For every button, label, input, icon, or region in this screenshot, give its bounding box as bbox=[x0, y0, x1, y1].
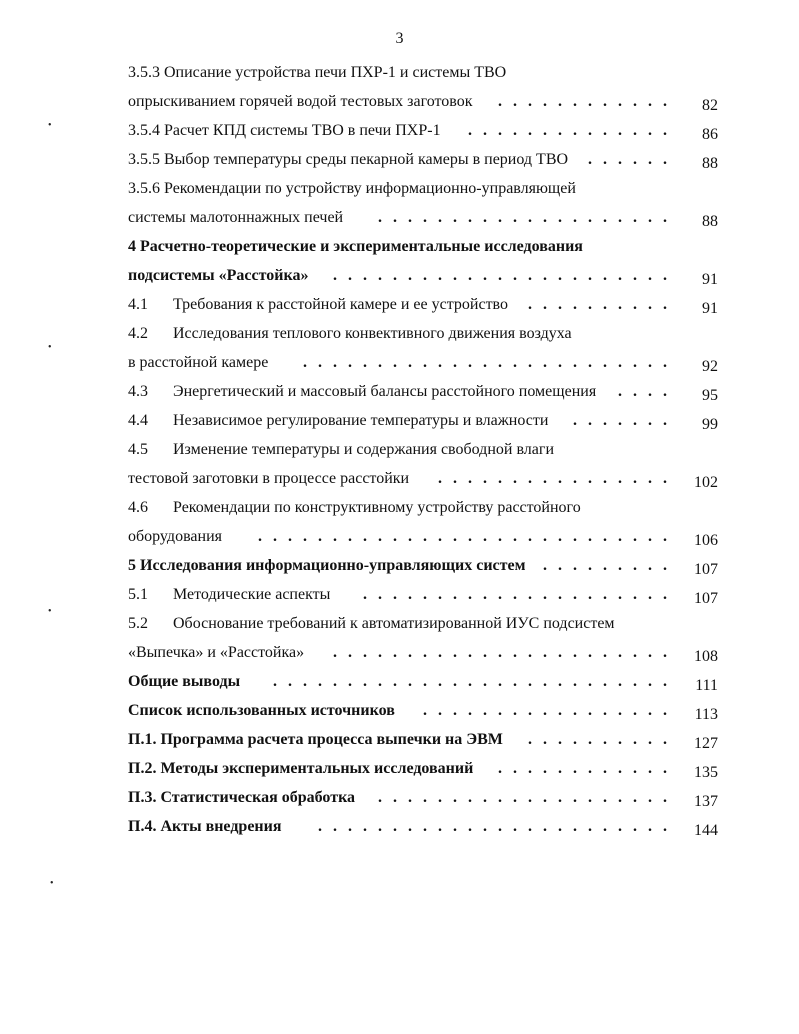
toc-entry-page: 88 bbox=[702, 155, 718, 172]
toc-entry-page: 144 bbox=[694, 822, 718, 839]
toc-entry-number: 5.2 bbox=[128, 615, 148, 632]
toc-entry-title: Изменение температуры и содержания свободной влаги bbox=[173, 441, 554, 458]
toc-entry bbox=[128, 667, 718, 696]
toc-entry-page: 88 bbox=[702, 213, 718, 230]
toc-entry-number: 4.5 bbox=[128, 441, 148, 458]
toc-entry bbox=[128, 435, 718, 464]
toc-entry-number: 4.4 bbox=[128, 412, 148, 429]
toc-entry-title: П.3. Статистическая обработка bbox=[128, 789, 356, 806]
toc-entry-page: 107 bbox=[694, 561, 718, 578]
toc-entry-page: 86 bbox=[702, 126, 718, 143]
toc-entry bbox=[128, 522, 718, 551]
toc-entry bbox=[128, 290, 718, 319]
toc-entry-page: 95 bbox=[702, 387, 718, 404]
dot-leader: ....... bbox=[573, 412, 678, 429]
toc-entry-title: П.1. Программа расчета процесса выпечки на ЭВМ bbox=[128, 731, 503, 748]
dot-leader: ............ bbox=[498, 760, 678, 777]
toc-entry-title: 4 Расчетно-теоретические и экспериментальные исследования bbox=[128, 238, 583, 255]
dot-leader: ......... bbox=[543, 557, 678, 574]
dot-leader: ................. bbox=[423, 702, 678, 719]
toc-entry-title: 5 Исследования информационно-управляющих систем bbox=[128, 557, 526, 574]
toc-entry-page: 91 bbox=[702, 271, 718, 288]
toc-entry-number: 4.1 bbox=[128, 296, 148, 313]
toc-entry-title: 3.5.6 Рекомендации по устройству информационно-управляющей bbox=[128, 180, 576, 197]
dot-leader: .................... bbox=[378, 789, 678, 806]
toc-entry-title: 3.5.4 Расчет КПД системы ТВО в печи ПХР-1 bbox=[128, 122, 441, 139]
toc-entry-title: Независимое регулирование температуры и влажности bbox=[173, 412, 549, 429]
toc-entry bbox=[128, 203, 718, 232]
toc-entry-page: 137 bbox=[694, 793, 718, 810]
dot-leader: ....................... bbox=[333, 267, 678, 284]
toc-entry bbox=[128, 58, 718, 87]
toc-entry-page: 106 bbox=[694, 532, 718, 549]
dot-leader: .......... bbox=[528, 296, 678, 313]
toc-entry bbox=[128, 377, 718, 406]
dot-leader: .............. bbox=[468, 122, 678, 139]
toc-entry-number: 4.2 bbox=[128, 325, 148, 342]
table-of-contents bbox=[128, 58, 718, 841]
dot-leader: ......................... bbox=[303, 354, 678, 371]
toc-entry-page: 127 bbox=[694, 735, 718, 752]
toc-entry-title: Методические аспекты bbox=[173, 586, 331, 603]
dot-leader: ........................... bbox=[273, 673, 678, 690]
margin-mark: • bbox=[50, 878, 54, 889]
toc-entry-title: 3.5.3 Описание устройства печи ПХР-1 и системы ТВО bbox=[128, 64, 507, 81]
toc-entry bbox=[128, 232, 718, 261]
toc-entry bbox=[128, 145, 718, 174]
toc-entry-title: Энергетический и массовый балансы расстойного помещения bbox=[173, 383, 597, 400]
toc-entry-title: оборудования bbox=[128, 528, 222, 545]
dot-leader: ................ bbox=[438, 470, 678, 487]
dot-leader: .......... bbox=[528, 731, 678, 748]
margin-mark: • bbox=[48, 342, 52, 353]
toc-entry-page: 91 bbox=[702, 300, 718, 317]
toc-entry-page: 92 bbox=[702, 358, 718, 375]
toc-entry-title: системы малотоннажных печей bbox=[128, 209, 344, 226]
toc-entry bbox=[128, 174, 718, 203]
toc-entry-title: «Выпечка» и «Расстойка» bbox=[128, 644, 305, 661]
toc-entry bbox=[128, 551, 718, 580]
toc-entry-title: Список использованных источников bbox=[128, 702, 395, 719]
toc-entry bbox=[128, 638, 718, 667]
toc-entry-title: Исследования теплового конвективного движения воздуха bbox=[173, 325, 572, 342]
dot-leader: ............ bbox=[498, 93, 678, 110]
dot-leader: ...... bbox=[588, 151, 678, 168]
toc-entry bbox=[128, 406, 718, 435]
toc-entry bbox=[128, 493, 718, 522]
toc-entry-page: 135 bbox=[694, 764, 718, 781]
toc-entry-title: П.2. Методы экспериментальных исследований bbox=[128, 760, 474, 777]
margin-mark: • bbox=[48, 606, 52, 617]
toc-entry-number: 5.1 bbox=[128, 586, 148, 603]
toc-entry-page: 102 bbox=[694, 474, 718, 491]
toc-entry bbox=[128, 725, 718, 754]
toc-entry-title: подсистемы «Расстойка» bbox=[128, 267, 309, 284]
toc-entry-page: 113 bbox=[694, 706, 718, 723]
dot-leader: ............................ bbox=[258, 528, 678, 545]
toc-entry bbox=[128, 754, 718, 783]
dot-leader: ........................ bbox=[318, 818, 678, 835]
toc-entry bbox=[128, 609, 718, 638]
dot-leader: .... bbox=[618, 383, 678, 400]
toc-entry-page: 108 bbox=[694, 648, 718, 665]
toc-entry bbox=[128, 464, 718, 493]
toc-entry bbox=[128, 580, 718, 609]
toc-entry-title: Общие выводы bbox=[128, 673, 241, 690]
toc-entry-title: Обоснование требований к автоматизированной ИУС подсистем bbox=[173, 615, 615, 632]
toc-entry-page: 107 bbox=[694, 590, 718, 607]
toc-entry-title: П.4. Акты внедрения bbox=[128, 818, 282, 835]
toc-entry-page: 82 bbox=[702, 97, 718, 114]
toc-entry-number: 4.3 bbox=[128, 383, 148, 400]
margin-mark: • bbox=[48, 120, 52, 131]
dot-leader: ..................... bbox=[363, 586, 678, 603]
toc-entry-title: в расстойной камере bbox=[128, 354, 269, 371]
toc-entry-title: Рекомендации по конструктивному устройству расстойного bbox=[173, 499, 581, 516]
toc-entry-title: 3.5.5 Выбор температуры среды пекарной камеры в период ТВО bbox=[128, 151, 569, 168]
toc-entry bbox=[128, 261, 718, 290]
toc-entry bbox=[128, 116, 718, 145]
toc-entry-title: тестовой заготовки в процессе расстойки bbox=[128, 470, 410, 487]
toc-entry bbox=[128, 696, 718, 725]
toc-entry bbox=[128, 319, 718, 348]
toc-entry bbox=[128, 348, 718, 377]
toc-entry-number: 4.6 bbox=[128, 499, 148, 516]
toc-entry bbox=[128, 783, 718, 812]
toc-entry-page: 111 bbox=[695, 677, 718, 694]
page-number: 3 bbox=[395, 30, 404, 47]
toc-entry-page: 99 bbox=[702, 416, 718, 433]
toc-entry-title: Требования к расстойной камере и ее устройство bbox=[173, 296, 508, 313]
toc-entry-title: опрыскиванием горячей водой тестовых заготовок bbox=[128, 93, 473, 110]
dot-leader: .................... bbox=[378, 209, 678, 226]
toc-entry bbox=[128, 87, 718, 116]
toc-entry bbox=[128, 812, 718, 841]
dot-leader: ....................... bbox=[333, 644, 678, 661]
